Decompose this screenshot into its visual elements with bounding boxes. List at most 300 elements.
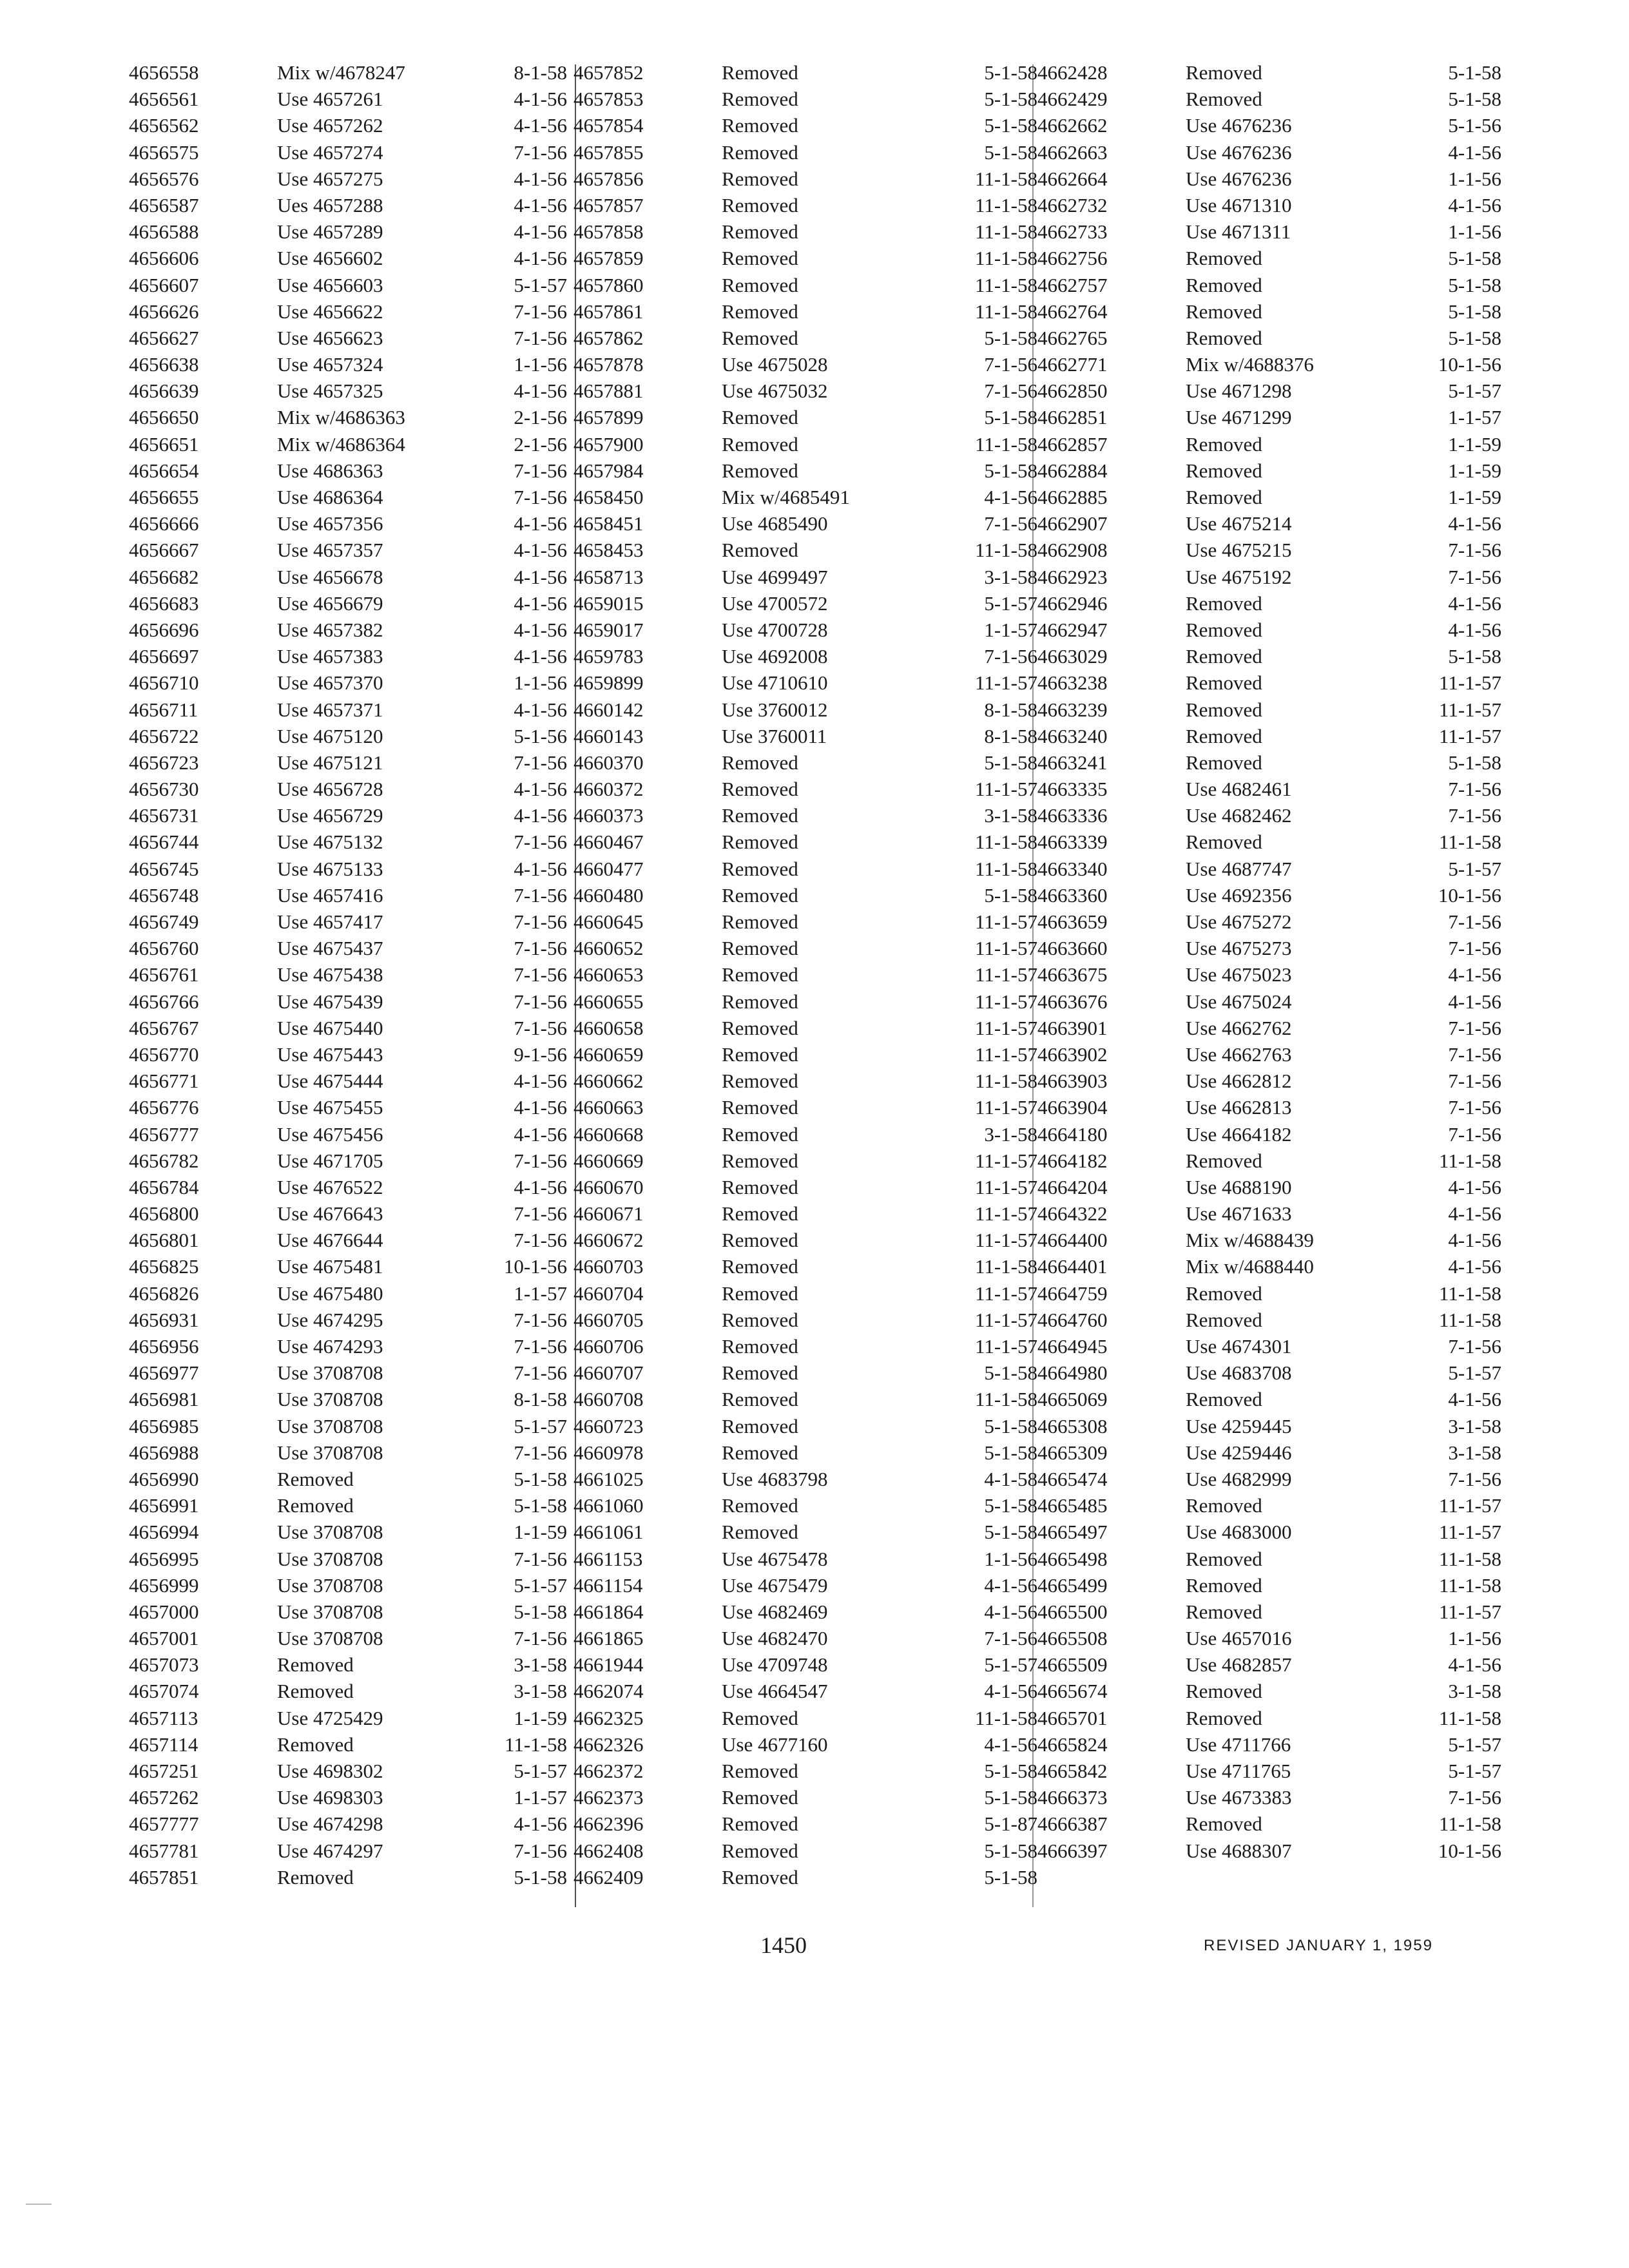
part-number: 4663675 — [1037, 963, 1108, 986]
effective-date: 4-1-56 — [1448, 990, 1501, 1013]
effective-date: 11-1-57 — [1439, 724, 1501, 747]
part-number: 4666387 — [1037, 1812, 1108, 1836]
effective-date: 1-1-59 — [1448, 432, 1501, 456]
effective-date: 5-1-58 — [984, 751, 1037, 774]
effective-date: 1-1-57 — [514, 1786, 567, 1809]
disposition: Use 4675133 — [277, 857, 383, 880]
part-number: 4656607 — [129, 273, 199, 296]
effective-date: 3-1-58 — [1448, 1414, 1501, 1437]
effective-date: 7-1-56 — [514, 1839, 567, 1862]
effective-date: 4-1-56 — [514, 698, 567, 721]
disposition: Removed — [1186, 1573, 1262, 1597]
effective-date: 11-1-57 — [975, 778, 1037, 801]
disposition: Use 4682999 — [1186, 1467, 1292, 1490]
disposition: Removed — [722, 1282, 798, 1305]
part-number: 4656988 — [129, 1441, 199, 1464]
disposition: Use 4657356 — [277, 512, 383, 535]
effective-date: 7-1-56 — [984, 1627, 1037, 1650]
effective-date: 4-1-56 — [1448, 1175, 1501, 1198]
effective-date: 1-1-57 — [514, 1282, 567, 1305]
disposition: Use 4685490 — [722, 512, 828, 535]
disposition: Removed — [722, 326, 798, 349]
effective-date: 11-1-57 — [975, 1016, 1037, 1039]
effective-date: 5-1-57 — [514, 1414, 567, 1437]
part-number: 4656826 — [129, 1282, 199, 1305]
effective-date: 4-1-56 — [1448, 1229, 1501, 1252]
effective-date: 11-1-58 — [1439, 831, 1501, 854]
effective-date: 11-1-58 — [975, 193, 1037, 216]
effective-date: 1-1-57 — [1448, 406, 1501, 429]
part-number: 4660142 — [574, 698, 644, 721]
part-number: 4656760 — [129, 937, 199, 960]
effective-date: 4-1-56 — [1448, 1255, 1501, 1278]
effective-date: 11-1-58 — [1439, 1282, 1501, 1305]
part-number: 4656994 — [129, 1521, 199, 1544]
effective-date: 7-1-56 — [1448, 1096, 1501, 1119]
disposition: Removed — [1186, 1282, 1262, 1305]
part-number: 4657852 — [574, 61, 644, 84]
effective-date: 7-1-56 — [514, 831, 567, 854]
part-number: 4661865 — [574, 1627, 644, 1650]
disposition: Use 4656679 — [277, 591, 383, 615]
disposition: Use 3708708 — [277, 1414, 383, 1437]
disposition: Use 4675024 — [1186, 990, 1292, 1013]
part-number: 4660703 — [574, 1255, 644, 1278]
part-number: 4662908 — [1037, 539, 1108, 562]
effective-date: 5-1-57 — [1448, 857, 1501, 880]
disposition: Removed — [1186, 432, 1262, 456]
effective-date: 5-1-57 — [1448, 1760, 1501, 1782]
effective-date: 5-1-87 — [984, 1812, 1037, 1836]
part-number: 4665309 — [1037, 1441, 1108, 1464]
effective-date: 11-1-57 — [975, 1149, 1037, 1172]
effective-date: 11-1-58 — [975, 300, 1037, 323]
disposition: Use 4656623 — [277, 326, 383, 349]
effective-date: 11-1-58 — [1439, 1547, 1501, 1570]
disposition: Use 4675120 — [277, 724, 383, 747]
part-number: 4665474 — [1037, 1467, 1108, 1490]
disposition: Removed — [1186, 1812, 1262, 1836]
part-number: 4665497 — [1037, 1521, 1108, 1544]
disposition: Use 4683000 — [1186, 1521, 1292, 1544]
disposition: Removed — [722, 778, 798, 801]
disposition: Use 4675455 — [277, 1096, 383, 1119]
disposition: Removed — [722, 1016, 798, 1039]
disposition: Removed — [1186, 591, 1262, 615]
disposition: Use 4675443 — [277, 1043, 383, 1066]
effective-date: 11-1-57 — [975, 671, 1037, 695]
part-number: 4662409 — [574, 1865, 644, 1888]
part-number: 4657900 — [574, 432, 644, 456]
disposition: Removed — [1186, 247, 1262, 270]
part-number: 4657113 — [129, 1706, 198, 1729]
effective-date: 4-1-56 — [514, 565, 567, 588]
part-number: 4665842 — [1037, 1760, 1108, 1782]
disposition: Use 4710610 — [722, 671, 828, 695]
part-number: 4664204 — [1037, 1175, 1108, 1198]
disposition: Removed — [722, 167, 798, 190]
disposition: Removed — [1186, 1388, 1262, 1411]
disposition: Use 4675481 — [277, 1255, 383, 1278]
disposition: Use 4675479 — [722, 1573, 828, 1597]
effective-date: 4-1-56 — [514, 88, 567, 111]
part-number: 4661153 — [574, 1547, 643, 1570]
part-number: 4656999 — [129, 1573, 199, 1597]
effective-date: 4-1-56 — [514, 591, 567, 615]
part-number: 4657853 — [574, 88, 644, 111]
disposition: Removed — [722, 300, 798, 323]
scan-mark — [26, 2204, 52, 2205]
part-number: 4665485 — [1037, 1494, 1108, 1517]
part-number: 4656981 — [129, 1388, 199, 1411]
disposition: Use 4688307 — [1186, 1839, 1292, 1862]
disposition: Removed — [1186, 618, 1262, 641]
part-number: 4656748 — [129, 883, 199, 907]
effective-date: 11-1-57 — [975, 1202, 1037, 1225]
part-number: 4663335 — [1037, 778, 1108, 801]
part-number: 4657855 — [574, 140, 644, 164]
disposition: Removed — [722, 273, 798, 296]
part-number: 4656561 — [129, 88, 199, 111]
disposition: Removed — [722, 1441, 798, 1464]
part-number: 4665508 — [1037, 1627, 1108, 1650]
page-number: 1450 — [760, 1932, 807, 1958]
part-number: 4662428 — [1037, 61, 1108, 84]
part-number: 4656777 — [129, 1122, 199, 1146]
effective-date: 7-1-56 — [514, 1149, 567, 1172]
part-number: 4665500 — [1037, 1600, 1108, 1623]
disposition: Use 3708708 — [277, 1441, 383, 1464]
disposition: Removed — [722, 247, 798, 270]
effective-date: 7-1-56 — [1448, 1786, 1501, 1809]
effective-date: 11-1-57 — [1439, 698, 1501, 721]
part-number: 4666373 — [1037, 1786, 1108, 1809]
effective-date: 5-1-58 — [984, 1865, 1037, 1888]
part-number: 4660663 — [574, 1096, 644, 1119]
effective-date: 11-1-57 — [975, 910, 1037, 933]
effective-date: 5-1-58 — [984, 1839, 1037, 1862]
part-number: 4660652 — [574, 937, 644, 960]
effective-date: 5-1-58 — [514, 1467, 567, 1490]
disposition: Use 4656729 — [277, 804, 383, 827]
part-number: 4662884 — [1037, 459, 1108, 482]
effective-date: 5-1-58 — [514, 1494, 567, 1517]
disposition: Removed — [722, 751, 798, 774]
disposition: Removed — [722, 937, 798, 960]
disposition: Use 4656678 — [277, 565, 383, 588]
part-number: 4656696 — [129, 618, 199, 641]
part-number: 4656651 — [129, 432, 199, 456]
disposition: Use 4682469 — [722, 1600, 828, 1623]
part-number: 4656666 — [129, 512, 199, 535]
effective-date: 7-1-56 — [514, 300, 567, 323]
disposition: Use 4657383 — [277, 645, 383, 668]
disposition: Use 4662762 — [1186, 1016, 1292, 1039]
disposition: Use 4700728 — [722, 618, 828, 641]
part-number: 4657858 — [574, 220, 644, 244]
effective-date: 7-1-56 — [514, 751, 567, 774]
part-number: 4662946 — [1037, 591, 1108, 615]
effective-date: 9-1-56 — [514, 1043, 567, 1066]
effective-date: 11-1-58 — [975, 831, 1037, 854]
disposition: Use 4688190 — [1186, 1175, 1292, 1198]
part-number: 4657862 — [574, 326, 644, 349]
part-number: 4664945 — [1037, 1335, 1108, 1358]
effective-date: 7-1-56 — [514, 1308, 567, 1331]
part-number: 4664401 — [1037, 1255, 1108, 1278]
effective-date: 5-1-58 — [1448, 247, 1501, 270]
disposition: Mix w/4686364 — [277, 432, 405, 456]
disposition: Removed — [722, 61, 798, 84]
effective-date: 4-1-56 — [984, 1573, 1037, 1597]
effective-date: 1-1-59 — [1448, 459, 1501, 482]
effective-date: 11-1-58 — [975, 432, 1037, 456]
disposition: Removed — [1186, 1706, 1262, 1729]
disposition: Mix w/4688376 — [1186, 353, 1314, 376]
effective-date: 5-1-58 — [1448, 645, 1501, 668]
part-number: 4656711 — [129, 698, 198, 721]
effective-date: 7-1-56 — [1448, 1335, 1501, 1358]
effective-date: 5-1-58 — [514, 1865, 567, 1888]
disposition: Removed — [1186, 61, 1262, 84]
disposition: Use 4683798 — [722, 1467, 828, 1490]
disposition: Removed — [722, 114, 798, 137]
part-number: 4662765 — [1037, 326, 1108, 349]
effective-date: 7-1-56 — [1448, 565, 1501, 588]
effective-date: 5-1-58 — [984, 406, 1037, 429]
part-number: 4662326 — [574, 1733, 644, 1756]
disposition: Use 3760011 — [722, 724, 827, 747]
part-number: 4656558 — [129, 61, 199, 84]
disposition: Use 3708708 — [277, 1573, 383, 1597]
effective-date: 7-1-56 — [514, 1547, 567, 1570]
part-number: 4662850 — [1037, 380, 1108, 403]
disposition: Mix w/4678247 — [277, 61, 405, 84]
effective-date: 1-1-59 — [514, 1521, 567, 1544]
effective-date: 4-1-56 — [1448, 963, 1501, 986]
disposition: Removed — [722, 1122, 798, 1146]
disposition: Use 4692356 — [1186, 883, 1292, 907]
part-number: 4660655 — [574, 990, 644, 1013]
disposition: Use 4657274 — [277, 140, 383, 164]
disposition: Removed — [722, 1786, 798, 1809]
part-number: 4660708 — [574, 1388, 644, 1411]
part-number: 4660671 — [574, 1202, 644, 1225]
part-number: 4662857 — [1037, 432, 1108, 456]
disposition: Use 4675023 — [1186, 963, 1292, 986]
disposition: Removed — [722, 1070, 798, 1093]
disposition: Use 4657416 — [277, 883, 383, 907]
disposition: Use 4709748 — [722, 1653, 828, 1677]
disposition: Use 4664547 — [722, 1680, 828, 1703]
part-number: 4656650 — [129, 406, 199, 429]
effective-date: 7-1-56 — [514, 1627, 567, 1650]
effective-date: 7-1-56 — [1448, 1122, 1501, 1146]
disposition: Use 4686364 — [277, 486, 383, 508]
part-number: 4662733 — [1037, 220, 1108, 244]
effective-date: 5-1-57 — [984, 1653, 1037, 1677]
disposition: Removed — [722, 1839, 798, 1862]
effective-date: 4-1-56 — [984, 486, 1037, 508]
disposition: Removed — [722, 432, 798, 456]
disposition: Use 4682470 — [722, 1627, 828, 1650]
disposition: Removed — [1186, 645, 1262, 668]
effective-date: 7-1-56 — [514, 1361, 567, 1385]
part-number: 4663241 — [1037, 751, 1108, 774]
effective-date: 4-1-56 — [1448, 512, 1501, 535]
disposition: Use 4675272 — [1186, 910, 1292, 933]
part-number: 4656576 — [129, 167, 199, 190]
disposition: Use 4698302 — [277, 1760, 383, 1782]
effective-date: 2-1-56 — [514, 432, 567, 456]
disposition: Removed — [722, 1865, 798, 1888]
disposition: Use 4674301 — [1186, 1335, 1292, 1358]
disposition: Use 4674298 — [277, 1812, 383, 1836]
effective-date: 10-1-56 — [503, 1255, 567, 1278]
effective-date: 5-1-58 — [984, 1760, 1037, 1782]
disposition: Use 4673383 — [1186, 1786, 1292, 1809]
part-number: 4664759 — [1037, 1282, 1108, 1305]
part-number: 4656639 — [129, 380, 199, 403]
effective-date: 7-1-56 — [1448, 1043, 1501, 1066]
effective-date: 11-1-57 — [975, 1229, 1037, 1252]
part-number: 4656825 — [129, 1255, 199, 1278]
part-number: 4656784 — [129, 1175, 199, 1198]
effective-date: 5-1-58 — [1448, 273, 1501, 296]
disposition: Use 4675028 — [722, 353, 828, 376]
disposition: Use 4259445 — [1186, 1414, 1292, 1437]
effective-date: 3-1-58 — [984, 1122, 1037, 1146]
part-number: 4661061 — [574, 1521, 644, 1544]
disposition: Removed — [722, 963, 798, 986]
effective-date: 11-1-57 — [1439, 1494, 1501, 1517]
part-number: 4666397 — [1037, 1839, 1108, 1862]
effective-date: 7-1-56 — [514, 990, 567, 1013]
part-number: 4662756 — [1037, 247, 1108, 270]
part-number: 4656654 — [129, 459, 199, 482]
disposition: Removed — [722, 857, 798, 880]
part-number: 4657984 — [574, 459, 644, 482]
effective-date: 4-1-56 — [514, 167, 567, 190]
effective-date: 5-1-57 — [514, 273, 567, 296]
effective-date: 5-1-58 — [514, 1600, 567, 1623]
disposition: Use 4674295 — [277, 1308, 383, 1331]
effective-date: 5-1-57 — [514, 1573, 567, 1597]
effective-date: 4-1-56 — [984, 1733, 1037, 1756]
disposition: Removed — [1186, 671, 1262, 695]
disposition: Removed — [1186, 698, 1262, 721]
part-number: 4659899 — [574, 671, 644, 695]
part-number: 4656638 — [129, 353, 199, 376]
effective-date: 4-1-56 — [514, 512, 567, 535]
disposition: Removed — [277, 1865, 354, 1888]
disposition: Use 4657324 — [277, 353, 383, 376]
part-number: 4656575 — [129, 140, 199, 164]
disposition: Removed — [1186, 1308, 1262, 1331]
part-number: 4657860 — [574, 273, 644, 296]
effective-date: 4-1-56 — [514, 1070, 567, 1093]
part-number: 4664400 — [1037, 1229, 1108, 1252]
effective-date: 11-1-58 — [975, 1255, 1037, 1278]
effective-date: 1-1-56 — [984, 1547, 1037, 1570]
part-number: 4662408 — [574, 1839, 644, 1862]
part-number: 4663903 — [1037, 1070, 1108, 1093]
part-number: 4656731 — [129, 804, 199, 827]
effective-date: 10-1-56 — [1438, 353, 1501, 376]
part-number: 4660670 — [574, 1175, 644, 1198]
part-number: 4657878 — [574, 353, 644, 376]
disposition: Removed — [1186, 1680, 1262, 1703]
part-number: 4660707 — [574, 1361, 644, 1385]
disposition: Use 4683708 — [1186, 1361, 1292, 1385]
part-number: 4662764 — [1037, 300, 1108, 323]
disposition: Removed — [722, 1760, 798, 1782]
effective-date: 7-1-56 — [514, 1335, 567, 1358]
disposition: Removed — [1186, 88, 1262, 111]
effective-date: 11-1-58 — [975, 247, 1037, 270]
part-number: 4658713 — [574, 565, 644, 588]
effective-date: 1-1-59 — [1448, 486, 1501, 508]
part-number: 4662664 — [1037, 167, 1108, 190]
effective-date: 3-1-58 — [1448, 1680, 1501, 1703]
disposition: Removed — [1186, 273, 1262, 296]
part-number: 4664322 — [1037, 1202, 1108, 1225]
part-number: 4658453 — [574, 539, 644, 562]
disposition: Use 4675437 — [277, 937, 383, 960]
part-number: 4662429 — [1037, 88, 1108, 111]
part-number: 4657781 — [129, 1839, 199, 1862]
disposition: Use 3760012 — [722, 698, 828, 721]
part-number: 4656730 — [129, 778, 199, 801]
disposition: Removed — [1186, 486, 1262, 508]
disposition: Use 4671299 — [1186, 406, 1292, 429]
effective-date: 8-1-58 — [514, 1388, 567, 1411]
part-number: 4665824 — [1037, 1733, 1108, 1756]
part-number: 4662325 — [574, 1706, 644, 1729]
disposition: Use 4656603 — [277, 273, 383, 296]
part-number: 4658451 — [574, 512, 644, 535]
disposition: Use 3708708 — [277, 1547, 383, 1570]
effective-date: 4-1-56 — [514, 1812, 567, 1836]
disposition: Use 3708708 — [277, 1521, 383, 1544]
part-number: 4661864 — [574, 1600, 644, 1623]
part-number: 4662732 — [1037, 193, 1108, 216]
disposition: Use 4676644 — [277, 1229, 383, 1252]
disposition: Removed — [722, 1149, 798, 1172]
effective-date: 7-1-56 — [1448, 937, 1501, 960]
effective-date: 1-1-56 — [514, 671, 567, 695]
effective-date: 5-1-58 — [984, 459, 1037, 482]
part-number: 4663029 — [1037, 645, 1108, 668]
part-number: 4661060 — [574, 1494, 644, 1517]
disposition: Use 4675121 — [277, 751, 383, 774]
part-number: 4665069 — [1037, 1388, 1108, 1411]
part-number: 4656956 — [129, 1335, 199, 1358]
part-number: 4656627 — [129, 326, 199, 349]
effective-date: 7-1-56 — [984, 380, 1037, 403]
part-number: 4660669 — [574, 1149, 644, 1172]
disposition: Use 3708708 — [277, 1627, 383, 1650]
effective-date: 7-1-56 — [1448, 539, 1501, 562]
part-number: 4656655 — [129, 486, 199, 508]
effective-date: 11-1-57 — [1439, 1600, 1501, 1623]
disposition: Use 4699497 — [722, 565, 828, 588]
part-number: 4659017 — [574, 618, 644, 641]
disposition: Removed — [277, 1680, 354, 1703]
part-number: 4664182 — [1037, 1149, 1108, 1172]
part-number: 4656995 — [129, 1547, 199, 1570]
disposition: Removed — [722, 910, 798, 933]
